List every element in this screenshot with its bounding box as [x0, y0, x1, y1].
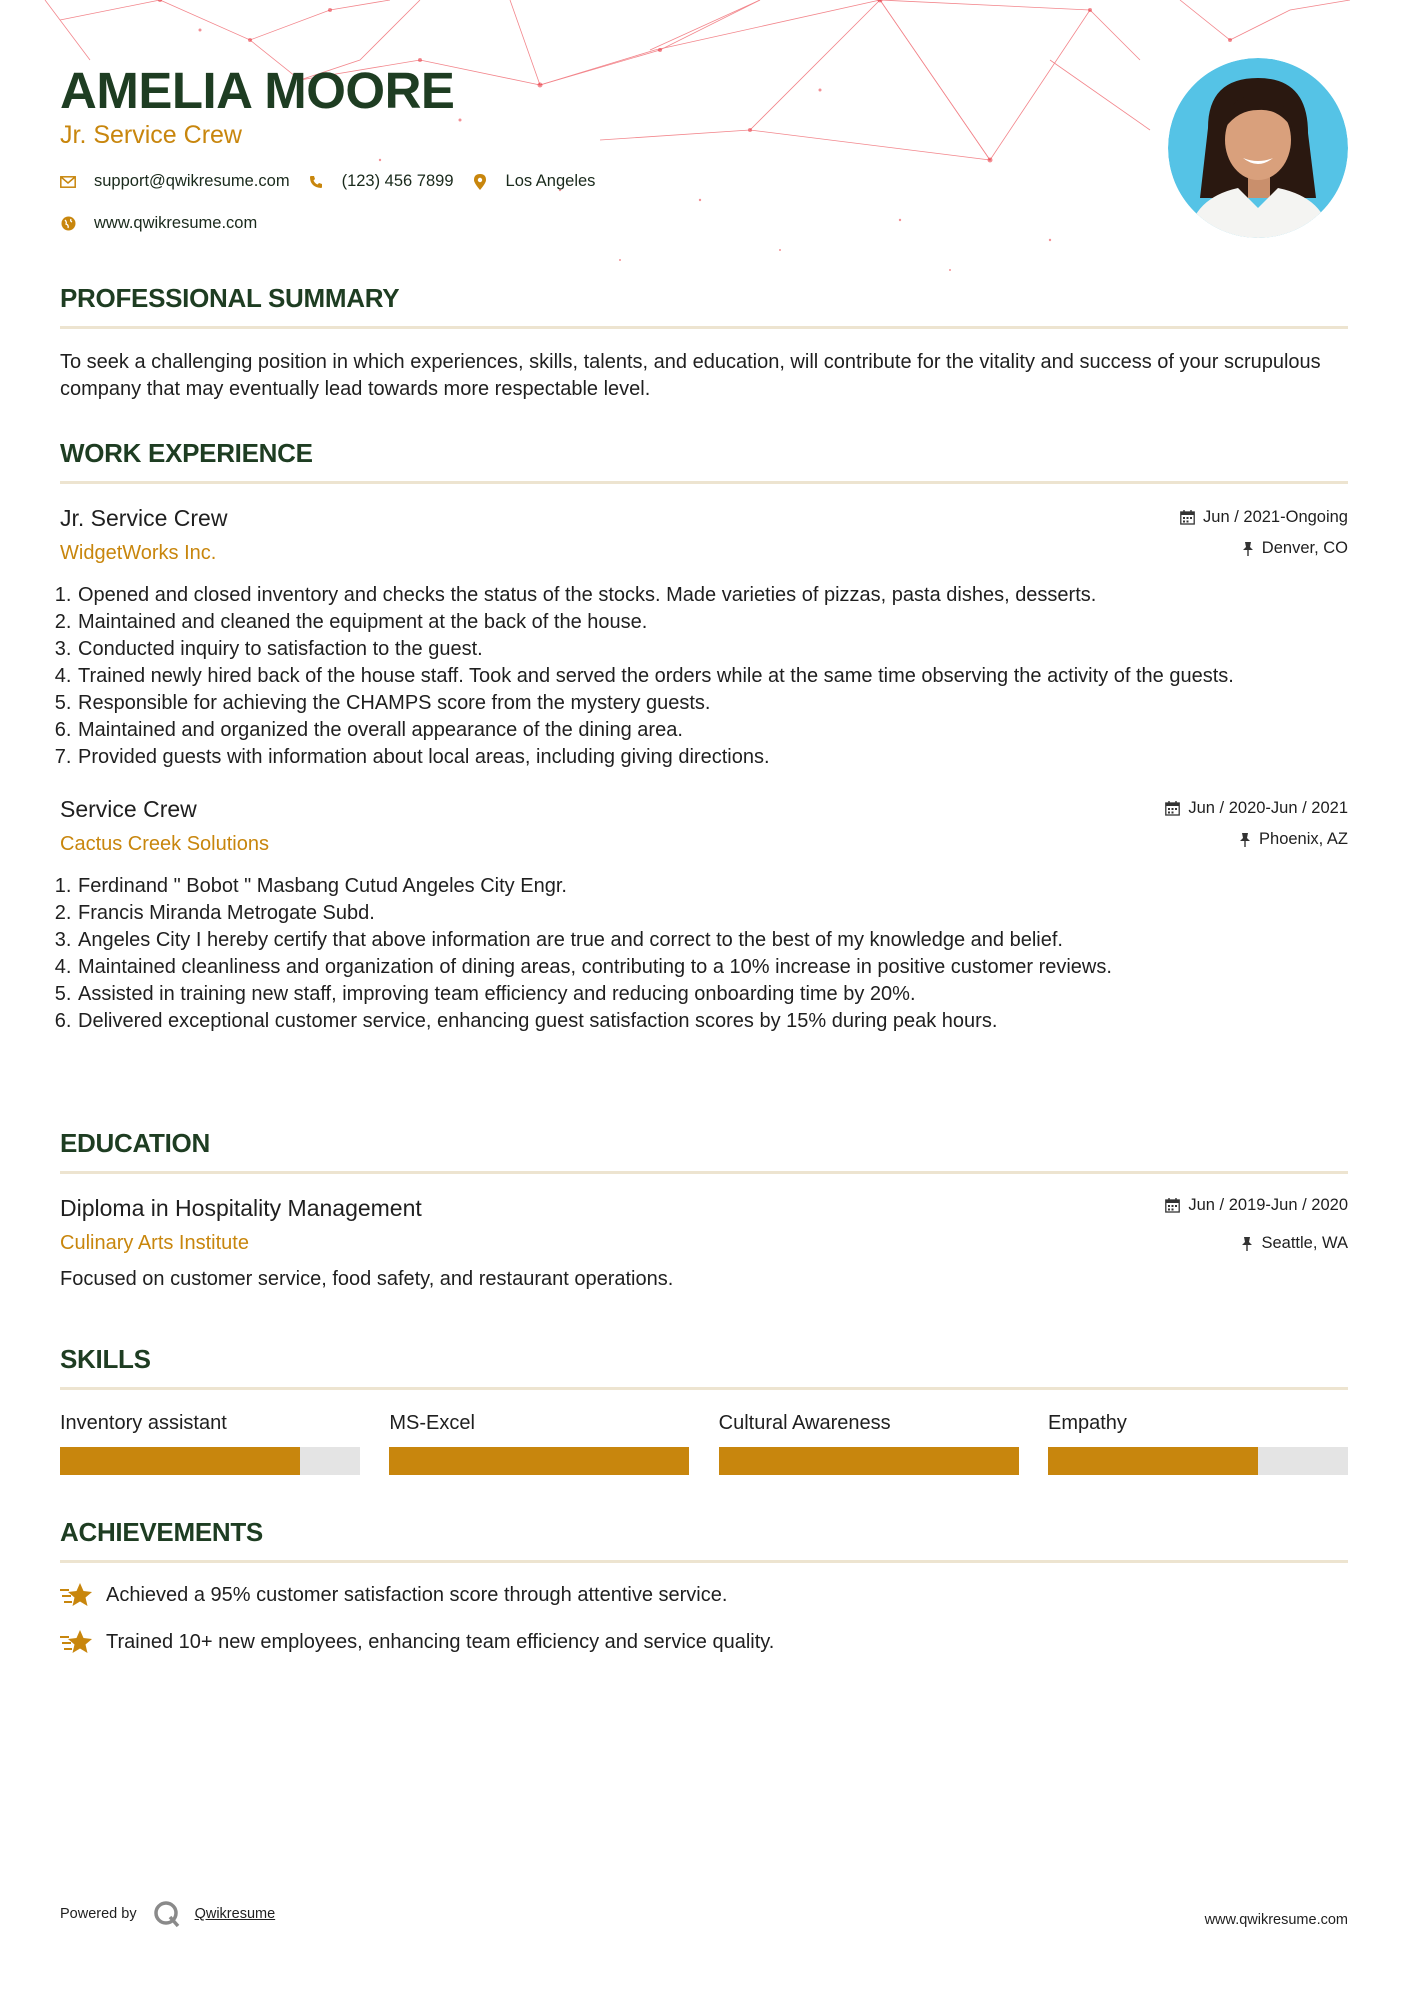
- job-role: Service Crew: [60, 796, 197, 822]
- job-header: [60, 795, 1348, 861]
- skill-bar: [60, 1447, 360, 1475]
- bullet-item: 1. Ferdinand " Bobot " Masbang Cutud Angeles City Engr.: [77, 873, 1348, 900]
- job-date-text: Jun / 2020-Jun / 2021: [1188, 799, 1348, 817]
- skills-section: [60, 1343, 1348, 1475]
- job-company: WidgetWorks Inc.: [60, 542, 217, 564]
- bullet-item: 1. Opened and closed inventory and checks the status of the stocks. Made varieties of pizzas, pasta dishes, desserts.: [77, 582, 1348, 609]
- summary-section: [60, 282, 1348, 403]
- calendar-icon: [1165, 801, 1180, 816]
- skill-item: [719, 1410, 1019, 1475]
- summary-heading: PROFESSIONAL SUMMARY: [60, 283, 400, 313]
- bullet-item: 6. Maintained and organized the overall appearance of the dining area.: [77, 717, 1348, 744]
- job-company: Cactus Creek Solutions: [60, 833, 269, 855]
- education-entry: [60, 1194, 1348, 1293]
- skill-name: Empathy: [1047, 1412, 1127, 1434]
- phone-icon: [308, 174, 324, 190]
- star-award-icon: [60, 1627, 94, 1657]
- job-entry: [60, 795, 1348, 1035]
- contact-location: [472, 172, 596, 191]
- skill-bar: [389, 1447, 689, 1475]
- bullet-item: 4. Maintained cleanliness and organization of dining areas, contributing to a 10% increase in positive customer reviews.: [77, 954, 1348, 981]
- job-location-text: Denver, CO: [1261, 539, 1348, 557]
- education-location-text: Seattle, WA: [1261, 1234, 1348, 1252]
- profile-photo: [1168, 58, 1348, 238]
- job-bullets: [60, 582, 1348, 771]
- education-location: [1241, 1234, 1348, 1253]
- candidate-name: AMELIA MOORE: [60, 62, 455, 119]
- contact-phone[interactable]: [308, 172, 454, 191]
- bullet-item: 4. Trained newly hired back of the house staff. Took and served the orders while at the same time observing the activity of the guests.: [77, 663, 1348, 690]
- job-location-text: Phoenix, AZ: [1259, 830, 1348, 848]
- skill-name: Cultural Awareness: [718, 1412, 891, 1434]
- qwikresume-logo-icon: [153, 1900, 181, 1928]
- contact-email-text: support@qwikresume.com: [94, 172, 290, 190]
- skill-item: [60, 1410, 360, 1475]
- education-description: Focused on customer service, food safety, and restaurant operations.: [60, 1268, 674, 1290]
- skills-list: [60, 1410, 1348, 1475]
- skills-heading: SKILLS: [60, 1344, 151, 1374]
- education-degree: Diploma in Hospitality Management: [60, 1195, 422, 1221]
- job-location: [1239, 830, 1348, 849]
- bullet-item: 6. Delivered exceptional customer service, enhancing guest satisfaction scores by 15% during peak hours.: [77, 1008, 1348, 1035]
- contact-website[interactable]: [60, 214, 257, 233]
- job-date-text: Jun / 2021-Ongoing: [1203, 508, 1348, 526]
- achievements-list: [60, 1580, 1348, 1657]
- experience-heading: WORK EXPERIENCE: [60, 438, 313, 468]
- skill-bar-fill: [1048, 1447, 1258, 1475]
- section-divider: [60, 1560, 1348, 1563]
- contact-row-website: [60, 214, 275, 233]
- skill-bar-fill: [389, 1447, 689, 1475]
- skill-item: [1048, 1410, 1348, 1475]
- map-pin-icon: [472, 174, 488, 190]
- section-divider: [60, 326, 1348, 329]
- footer-brand: [60, 1900, 275, 1928]
- job-date: [1165, 799, 1348, 818]
- footer-url[interactable]: www.qwikresume.com: [1204, 1912, 1348, 1928]
- job-header: [60, 504, 1348, 570]
- bullet-item: 5. Assisted in training new staff, improving team efficiency and reducing onboarding time by 20%.: [77, 981, 1348, 1008]
- achievement-text: Achieved a 95% customer satisfaction score through attentive service.: [106, 1583, 728, 1606]
- job-bullets: [60, 873, 1348, 1035]
- powered-by-label: Powered by: [60, 1906, 137, 1922]
- section-divider: [60, 1171, 1348, 1174]
- experience-section: [60, 437, 1348, 1035]
- skill-name: MS-Excel: [389, 1412, 475, 1434]
- pushpin-icon: [1239, 833, 1251, 847]
- contact-location-text: Los Angeles: [505, 172, 596, 190]
- pushpin-icon: [1242, 542, 1254, 556]
- skill-bar-fill: [719, 1447, 1019, 1475]
- bullet-item: 7. Provided guests with information about local areas, including giving directions.: [77, 744, 1348, 771]
- section-divider: [60, 481, 1348, 484]
- bullet-item: 3. Conducted inquiry to satisfaction to the guest.: [77, 636, 1348, 663]
- achievements-section: [60, 1516, 1348, 1674]
- skill-bar: [1048, 1447, 1348, 1475]
- achievement-text: Trained 10+ new employees, enhancing team efficiency and service quality.: [106, 1630, 775, 1653]
- education-heading: EDUCATION: [60, 1128, 210, 1158]
- skill-bar-fill: [60, 1447, 300, 1475]
- education-date: [1165, 1196, 1348, 1215]
- contact-email[interactable]: [60, 172, 290, 191]
- skill-item: [389, 1410, 689, 1475]
- job-date: [1180, 508, 1348, 527]
- education-section: [60, 1127, 1348, 1293]
- qwikresume-link[interactable]: Qwikresume: [194, 1906, 276, 1922]
- job-location: [1242, 539, 1348, 558]
- candidate-title: Jr. Service Crew: [60, 121, 242, 149]
- bullet-item: 2. Francis Miranda Metrogate Subd.: [77, 900, 1348, 927]
- calendar-icon: [1180, 510, 1195, 525]
- achievement-item: [60, 1580, 1348, 1610]
- bullet-item: 3. Angeles City I hereby certify that above information are true and correct to the best of my knowledge and belief.: [77, 927, 1348, 954]
- contact-phone-text: (123) 456 7899: [341, 172, 454, 190]
- job-entry: [60, 504, 1348, 771]
- job-role: Jr. Service Crew: [60, 505, 228, 531]
- envelope-icon: [60, 174, 76, 190]
- contact-row: [60, 172, 613, 191]
- star-award-icon: [60, 1580, 94, 1610]
- summary-text: To seek a challenging position in which experiences, skills, talents, and education, will contribute for the vitality and success of your scrupulous company that may eventually lead towards more respectable level.: [60, 351, 1321, 400]
- education-header: [60, 1194, 1348, 1260]
- bullet-item: 2. Maintained and cleaned the equipment at the back of the house.: [77, 609, 1348, 636]
- education-date-text: Jun / 2019-Jun / 2020: [1188, 1196, 1348, 1214]
- skill-bar: [719, 1447, 1019, 1475]
- achievement-item: [60, 1627, 1348, 1657]
- contact-website-text: www.qwikresume.com: [94, 214, 258, 232]
- page-footer: [60, 1900, 1348, 1940]
- section-divider: [60, 1387, 1348, 1390]
- calendar-icon: [1165, 1198, 1180, 1213]
- skill-name: Inventory assistant: [60, 1412, 227, 1434]
- bullet-item: 5. Responsible for achieving the CHAMPS score from the mystery guests.: [77, 690, 1348, 717]
- pushpin-icon: [1241, 1237, 1253, 1251]
- globe-icon: [60, 216, 76, 232]
- education-school: Culinary Arts Institute: [60, 1232, 249, 1254]
- achievements-heading: ACHIEVEMENTS: [60, 1517, 263, 1547]
